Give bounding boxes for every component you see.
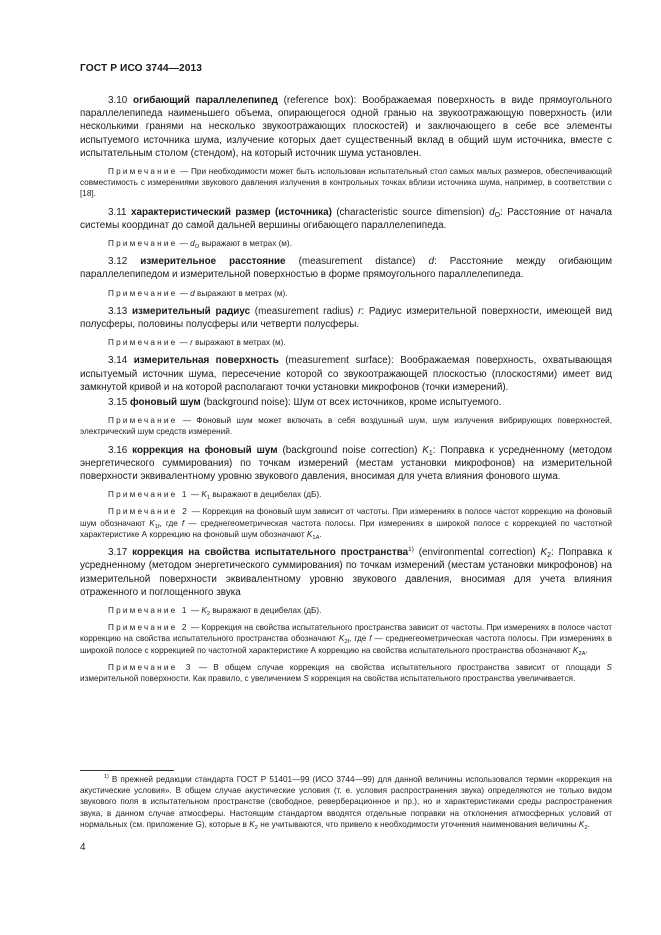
note-label: Примечание 2 bbox=[108, 623, 189, 633]
term-number: 3.16 bbox=[108, 444, 128, 456]
footnote-mark[interactable]: 1) bbox=[408, 546, 414, 554]
symbol-subscript: 2 bbox=[206, 610, 211, 617]
term-3-13 bbox=[80, 305, 612, 331]
term-number: 3.13 bbox=[108, 305, 128, 317]
symbol: d bbox=[489, 206, 495, 218]
note-text: коррекция на свойства испытательного пространства увеличивается. bbox=[308, 673, 576, 683]
term-3-11 bbox=[80, 206, 612, 232]
note-label: Примечание bbox=[108, 167, 178, 177]
term-3-17 bbox=[80, 546, 612, 599]
symbol: K bbox=[201, 605, 207, 615]
term-definition-part: : Поправка к усредненному (методом энергетического суммирования) по точкам измерений (местам установки микрофонов) на измерительной поверхности эквивалентному уровню звукового давления, вносимая для учета влияния фонового шума. bbox=[80, 444, 613, 483]
note-text: — bbox=[177, 239, 191, 249]
page-number: 4 bbox=[80, 842, 86, 853]
symbol-subscript: 1 bbox=[206, 495, 211, 502]
note-text: выражают в децибелах (дБ). bbox=[210, 605, 322, 615]
note-3-16-1 bbox=[80, 489, 612, 500]
symbol: K bbox=[201, 490, 207, 500]
term-3-10 bbox=[80, 94, 612, 160]
symbol: K bbox=[149, 518, 155, 528]
page-content bbox=[80, 94, 612, 690]
footnote-mark: 1) bbox=[104, 774, 109, 780]
note-3-17-3 bbox=[80, 662, 612, 684]
term-3-12 bbox=[80, 255, 612, 281]
note-text: выражают в метрах (м). bbox=[199, 239, 292, 249]
symbol-subscript: 2A bbox=[578, 650, 586, 657]
note-text: — При необходимости может быть использован испытательный стол самых малых размеров, обеспечивающий совместимость с измерениями звукового давления излучения в контрольных точках вблизи источника шума, например, в соответствии с [18]. bbox=[80, 167, 612, 199]
note-3-10 bbox=[80, 166, 612, 200]
note-text: . bbox=[319, 529, 322, 539]
note-label: Примечание bbox=[108, 338, 178, 348]
footnote-text: . bbox=[587, 819, 590, 829]
term-number: 3.11 bbox=[108, 206, 127, 218]
symbol: K bbox=[422, 444, 429, 456]
note-text: — Коррекция на свойства испытательного пространства зависит от частоты. При измерениях в полосе частот коррекцию на свойства испытательного пространства обозначают bbox=[80, 623, 612, 644]
term-definition-part: : Радиус измерительной поверхности, имеющей вид полусферы, половины полусферы или четверти полусферы. bbox=[80, 305, 613, 331]
term-definition-part: (characteristic source dimension) bbox=[331, 206, 490, 218]
symbol: K bbox=[572, 645, 579, 655]
term-definition: (measurement surface): Воображаемая поверхность, охватывающая испытуемый источник шума, пересечение которой со звукоотражающей плоскостью (плоскостями) имеет вид замкнутой кривой и на которой располагают точки установки микрофонов (точки измерений). bbox=[80, 355, 613, 393]
note-text: — bbox=[177, 338, 191, 348]
symbol-subscript: 1A bbox=[312, 534, 320, 541]
symbol: S bbox=[303, 673, 309, 683]
term-definition-part: (environmental correction) bbox=[413, 547, 541, 559]
term-number: 3.15 bbox=[108, 397, 128, 409]
note-3-15 bbox=[80, 415, 612, 437]
footnote-divider bbox=[80, 770, 174, 771]
term-number: 3.10 bbox=[108, 95, 128, 106]
term-3-15 bbox=[80, 396, 612, 409]
symbol: K bbox=[249, 819, 255, 829]
note-text: измерительной поверхности. Как правило, с увеличением bbox=[80, 673, 304, 683]
note-text: . bbox=[585, 645, 588, 655]
symbol: f bbox=[369, 634, 372, 644]
note-text: — Фоновый шум может включать в себя воздушный шум, шум излучения вибрирующих поверхностей, электрический шум средств измерений. bbox=[80, 416, 612, 437]
note-text: , где bbox=[349, 634, 370, 644]
note-text: — среднегеометрическая частота полосы. При измерениях в широкой полосе с коррекцией по частотной характеристике А коррекцию на фоновый шум обозначают bbox=[80, 518, 612, 539]
note-3-16-2 bbox=[80, 506, 612, 540]
note-label: Примечание bbox=[108, 239, 178, 249]
term-name: коррекция на свойства испытательного пространства bbox=[132, 547, 409, 559]
symbol: K bbox=[578, 819, 585, 829]
note-text: — bbox=[188, 605, 202, 615]
term-name: огибающий параллелепипед bbox=[133, 95, 278, 106]
symbol: K bbox=[540, 547, 548, 559]
note-3-17-1 bbox=[80, 605, 612, 616]
term-definition-part: (measurement radius) bbox=[250, 305, 359, 317]
note-text: — В общем случае коррекция на свойства испытательного пространства зависит от площади bbox=[192, 662, 607, 672]
term-definition-part: (measurement distance) bbox=[285, 256, 429, 268]
term-definition-part: : Расстояние между огибающим параллелепипедом и измерительной поверхностью в форме прямоугольного параллелепипеда. bbox=[80, 256, 613, 281]
symbol-subscript: 1 bbox=[428, 449, 433, 457]
term-definition: (background noise): Шум от всех источников, кроме испытуемого. bbox=[200, 397, 502, 409]
note-3-13 bbox=[80, 337, 612, 348]
term-definition-part: : Расстояние от начала системы координат до самой дальней вершины огибающего параллелепипеда. bbox=[80, 206, 612, 231]
term-name: измерительная поверхность bbox=[133, 355, 279, 367]
symbol: d bbox=[190, 239, 195, 249]
symbol-subscript: 2f bbox=[344, 639, 350, 646]
symbol: r bbox=[190, 338, 193, 348]
term-number: 3.17 bbox=[108, 547, 128, 559]
symbol-subscript: O bbox=[194, 244, 200, 251]
note-text: , где bbox=[159, 518, 182, 528]
note-3-11 bbox=[80, 238, 612, 249]
note-text: — среднегеометрическая частота полосы. При измерениях в широкой полосе с коррекцией по частотной характеристике А коррекцию на свойства испытательного пространства обозначают bbox=[80, 634, 612, 655]
symbol: d bbox=[428, 256, 434, 268]
note-label: Примечание bbox=[108, 288, 178, 298]
symbol: K bbox=[306, 529, 313, 539]
symbol-subscript: 2 bbox=[254, 824, 258, 831]
term-3-14 bbox=[80, 354, 612, 394]
note-text: — bbox=[177, 288, 191, 298]
symbol-subscript: 1f bbox=[154, 523, 160, 530]
term-name: характеристический размер (источника) bbox=[130, 206, 332, 218]
term-name: коррекция на фоновый шум bbox=[132, 444, 278, 456]
footnote-text: не учитываются, что привело к необходимости уточнения наименования величины bbox=[257, 819, 579, 829]
footnote-text: В прежней редакции стандарта ГОСТ Р 51401—99 (ИСО 3744—99) для данной величины использовался термин «коррекция на акустические условия». В общем случае акустические условия (т. е. условия распространения звука) определяются не только видом звукового поля в испытательном пространстве (свободное, реверберационное и пр.), но и характеристиками среды распространения звука, в данном случае атмосферы. Настоящим стандартом вводятся отдельные поправки на отклонения атмосферных условий от нормальных (см. приложение G), которые в bbox=[80, 775, 612, 829]
note-text: выражают в децибелах (дБ). bbox=[210, 490, 322, 500]
symbol: d bbox=[190, 288, 195, 298]
term-number: 3.14 bbox=[108, 355, 128, 367]
footnote bbox=[80, 774, 612, 830]
note-text: выражают в метрах (м). bbox=[192, 338, 286, 348]
term-definition-part: (background noise correction) bbox=[277, 444, 423, 456]
note-3-17-2 bbox=[80, 622, 612, 656]
note-text: выражают в метрах (м). bbox=[194, 288, 288, 298]
symbol: K bbox=[338, 634, 345, 644]
term-name: измерительное расстояние bbox=[140, 256, 286, 268]
symbol-subscript: 2 bbox=[547, 552, 551, 560]
note-label: Примечание 2 bbox=[108, 507, 189, 517]
note-label: Примечание 1 bbox=[108, 605, 189, 615]
term-name: фоновый шум bbox=[129, 397, 201, 409]
note-label: Примечание bbox=[108, 416, 178, 426]
note-label: Примечание 1 bbox=[108, 490, 189, 500]
term-definition: (reference box): Воображаемая поверхность в виде прямоугольного параллелепипеда наименьшего объема, опирающегося одной гранью на звукоотражающую поверхность (или несколькими гранями на несколько звукоотражающих плоскостей) и заключающего в себе все элементы испытуемого источника шума, излучение которых дает существенный вклад в общий шум источника, вместе с испытательным столом (стендом), на который источник шума установлен. bbox=[80, 95, 612, 159]
symbol-subscript: O bbox=[494, 211, 501, 219]
term-name: измерительный радиус bbox=[131, 305, 251, 317]
note-text: — bbox=[188, 490, 202, 500]
symbol: f bbox=[181, 518, 185, 528]
note-3-12 bbox=[80, 288, 612, 299]
term-number: 3.12 bbox=[108, 256, 128, 268]
term-definition-part: : Поправка к усредненному (методом энергетического суммирования) по точкам измерений (местам установки микрофонов) на измерительной поверхности эквивалентному уровню звукового давления, вносимая для учета влияния отраженного и поглощенного звука bbox=[80, 547, 612, 598]
note-text: — Коррекция на фоновый шум зависит от частоты. При измерениях в полосе частот коррекцию на фоновый шум обозначают bbox=[80, 507, 612, 528]
symbol: S bbox=[606, 662, 612, 672]
term-3-16 bbox=[80, 444, 612, 484]
symbol-subscript: 2 bbox=[584, 824, 588, 831]
page-header: ГОСТ Р ИСО 3744—2013 bbox=[80, 63, 203, 74]
symbol: r bbox=[358, 305, 362, 317]
note-label: Примечание 3 bbox=[108, 662, 193, 672]
